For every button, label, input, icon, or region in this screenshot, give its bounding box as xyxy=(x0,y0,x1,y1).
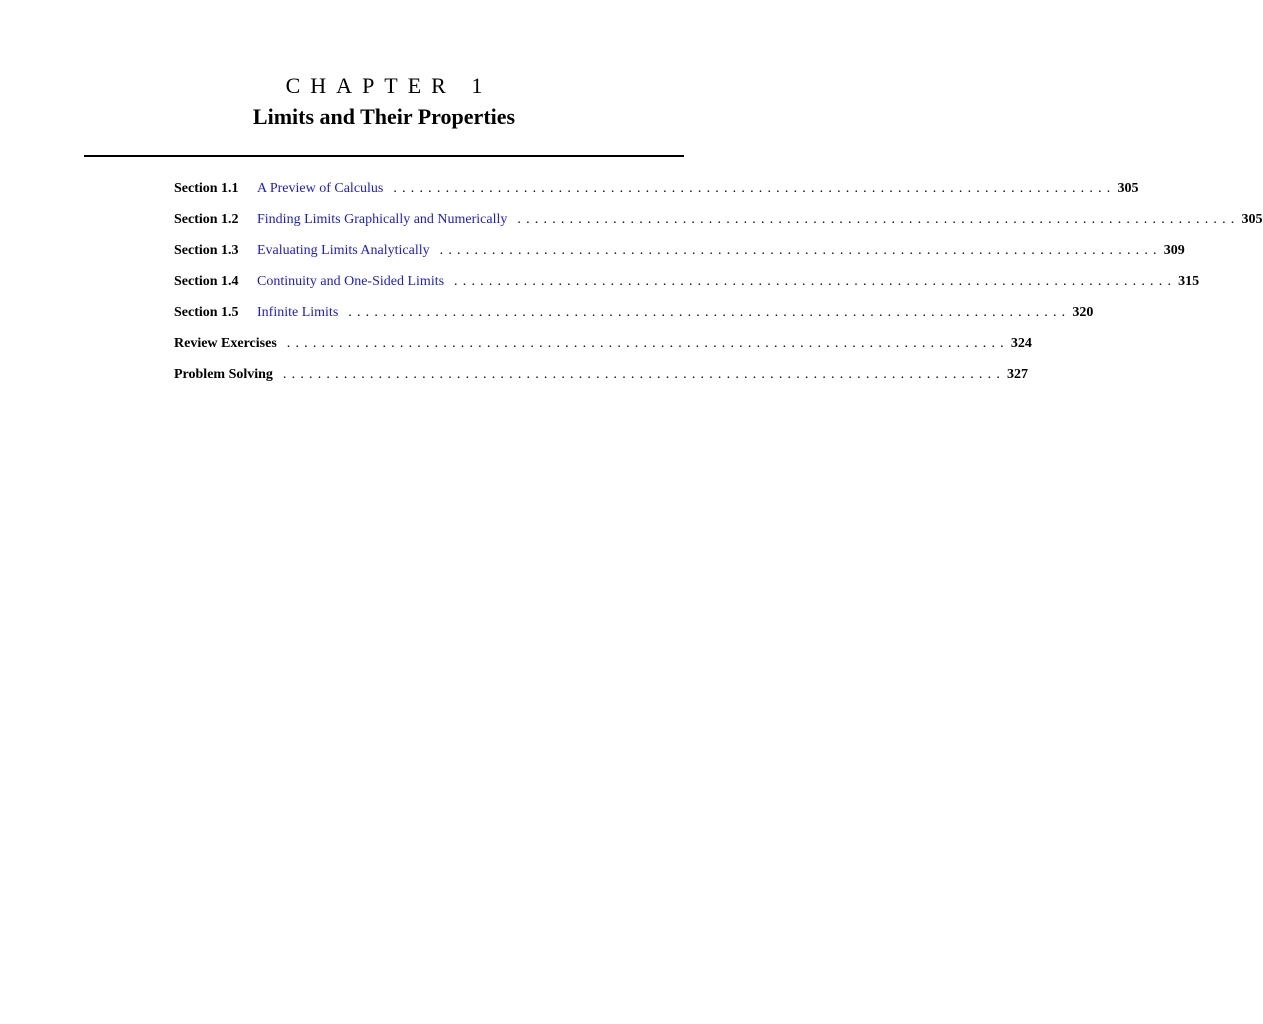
toc-section-label: Section 1.3 xyxy=(174,243,239,258)
toc-entry-section-1-4 xyxy=(174,272,1200,303)
toc-dot-leader: ................................................................................... xyxy=(348,305,1071,320)
toc-entry-section-1-5 xyxy=(174,303,1094,334)
toc-page-number: 309 xyxy=(1163,243,1185,258)
toc-section-label: Section 1.5 xyxy=(174,305,239,320)
toc-dot-leader: ................................................................................... xyxy=(439,243,1162,258)
toc-page-number: 320 xyxy=(1072,305,1094,320)
chapter-title: Limits and Their Properties xyxy=(252,104,516,129)
toc-section-label: Section 1.4 xyxy=(174,274,239,289)
toc-problem-solving-label: Problem Solving xyxy=(174,367,273,382)
toc-section-link[interactable]: Finding Limits Graphically and Numerically xyxy=(257,212,508,227)
toc-section-label: Section 1.1 xyxy=(174,181,239,196)
toc-entry-review-exercises xyxy=(174,334,1032,365)
toc-page-number: 305 xyxy=(1117,181,1139,196)
toc-dot-leader: ................................................................................... xyxy=(517,212,1240,227)
toc-entry-problem-solving xyxy=(174,365,1029,396)
toc-review-exercises-label: Review Exercises xyxy=(174,336,277,351)
toc-section-link[interactable]: Infinite Limits xyxy=(257,305,339,320)
toc-dot-leader: ................................................................................... xyxy=(286,336,1009,351)
horizontal-rule xyxy=(84,155,684,157)
toc-section-link[interactable]: Evaluating Limits Analytically xyxy=(257,243,430,258)
toc-page-number: 315 xyxy=(1178,274,1200,289)
toc-entry-section-1-1 xyxy=(174,179,1139,210)
toc-dot-leader: ................................................................................... xyxy=(454,274,1177,289)
toc-page-number: 324 xyxy=(1010,336,1032,351)
toc-section-link[interactable]: Continuity and One-Sided Limits xyxy=(257,274,445,289)
toc-section-link[interactable]: A Preview of Calculus xyxy=(257,181,384,196)
toc-page-number: 305 xyxy=(1241,212,1263,227)
toc-section-label: Section 1.2 xyxy=(174,212,239,227)
table-of-contents xyxy=(174,179,1263,396)
toc-dot-leader: ................................................................................... xyxy=(393,181,1116,196)
toc-dot-leader: ................................................................................... xyxy=(282,367,1006,382)
toc-entry-section-1-2 xyxy=(174,210,1263,241)
toc-entry-section-1-3 xyxy=(174,241,1185,272)
chapter-number: CHAPTER 1 xyxy=(285,73,493,98)
toc-page-number: 327 xyxy=(1007,367,1029,382)
